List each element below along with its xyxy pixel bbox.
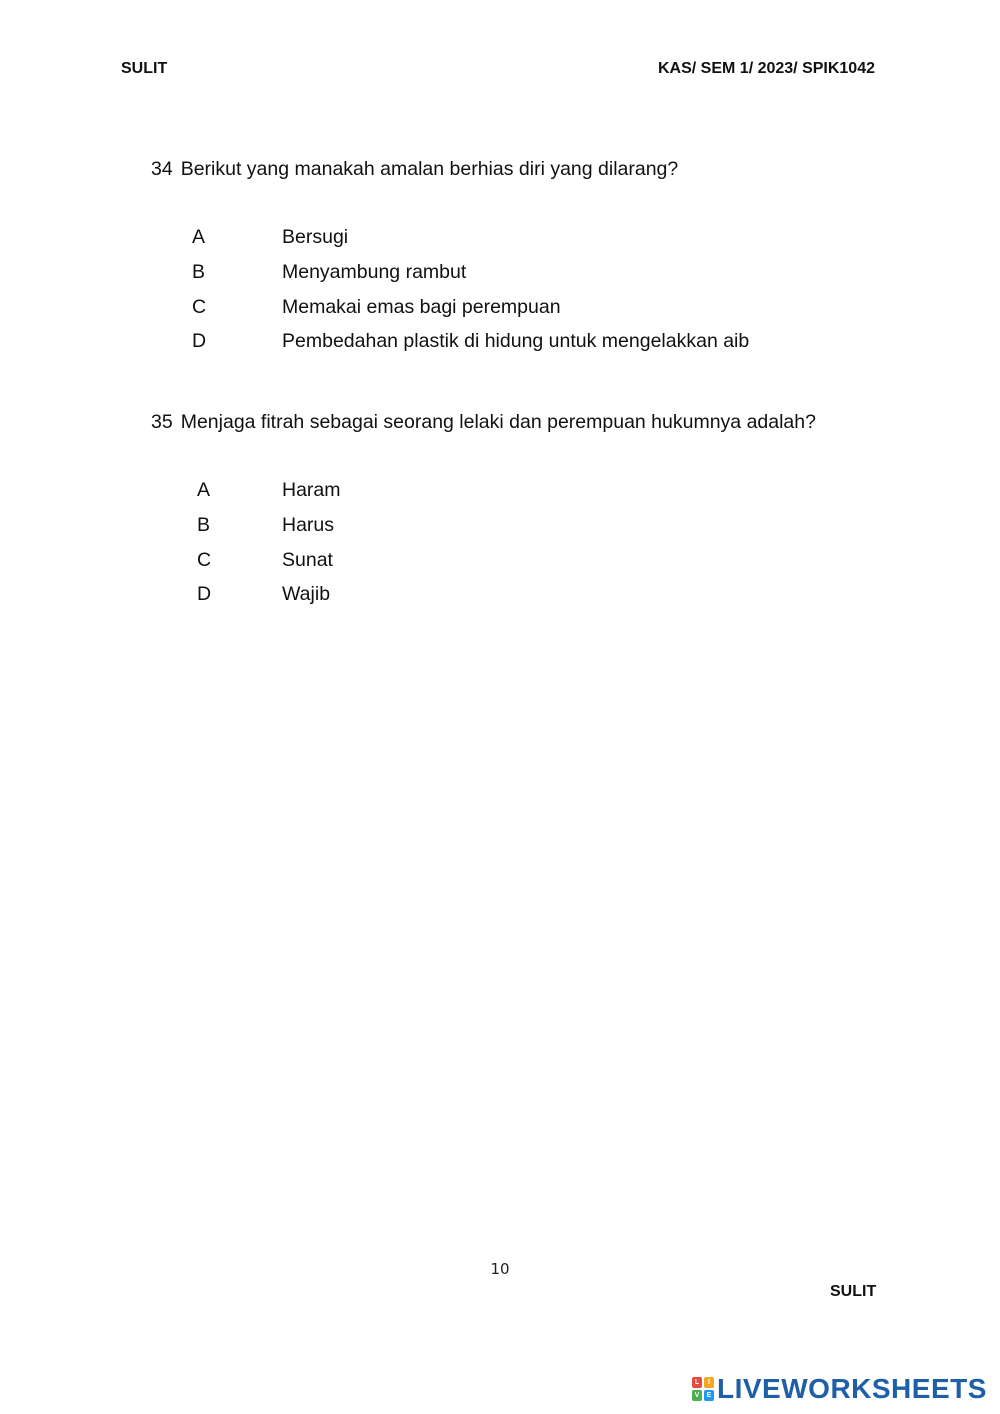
question-number: 35: [151, 411, 173, 433]
option-b: [192, 261, 749, 296]
liveworksheets-logo[interactable]: [692, 1372, 987, 1406]
option-text: Pembedahan plastik di hidung untuk mengelakkan aib: [282, 330, 750, 353]
option-letter: C: [192, 295, 207, 318]
brand-mark-cell: L: [692, 1377, 702, 1388]
option-c: [192, 296, 749, 331]
question-35-options: [197, 479, 341, 618]
question-number: 34: [151, 158, 173, 180]
option-letter: B: [197, 513, 211, 536]
option-a: [197, 479, 341, 514]
question-34-options: [192, 226, 749, 365]
option-letter: A: [197, 479, 211, 501]
option-d: [192, 330, 749, 365]
option-text: Wajib: [282, 583, 331, 606]
option-text: Harus: [282, 513, 335, 536]
page-number: 10: [490, 1260, 510, 1278]
footer-label: SULIT: [830, 1283, 877, 1300]
option-text: Sunat: [282, 548, 333, 571]
option-letter: D: [192, 330, 207, 353]
option-a: [192, 226, 749, 261]
option-letter: B: [192, 260, 206, 283]
question-text: Menjaga fitrah sebagai seorang lelaki dan perempuan hukumnya adalah?: [180, 411, 816, 433]
question-34: [151, 157, 678, 181]
header-left-label: SULIT: [121, 60, 168, 77]
option-text: Bersugi: [282, 226, 349, 248]
brand-mark-cell: V: [692, 1390, 702, 1401]
option-text: Memakai emas bagi perempuan: [282, 295, 561, 318]
header-course-code: KAS/ SEM 1/ 2023/ SPIK1042: [658, 60, 875, 77]
option-letter: C: [197, 548, 212, 571]
brand-mark-cell: E: [704, 1390, 714, 1401]
option-d: [197, 583, 341, 618]
option-letter: D: [197, 583, 212, 606]
option-text: Menyambung rambut: [282, 260, 467, 283]
option-b: [197, 514, 341, 549]
option-text: Haram: [282, 479, 341, 501]
brand-mark-cell: I: [704, 1377, 714, 1388]
question-text: Berikut yang manakah amalan berhias diri yang dilarang?: [180, 158, 679, 180]
option-c: [197, 549, 341, 584]
brand-mark-icon: [692, 1377, 714, 1401]
question-35: [151, 410, 816, 434]
option-letter: A: [192, 226, 206, 248]
brand-name: LIVEWORKSHEETS: [717, 1373, 987, 1404]
